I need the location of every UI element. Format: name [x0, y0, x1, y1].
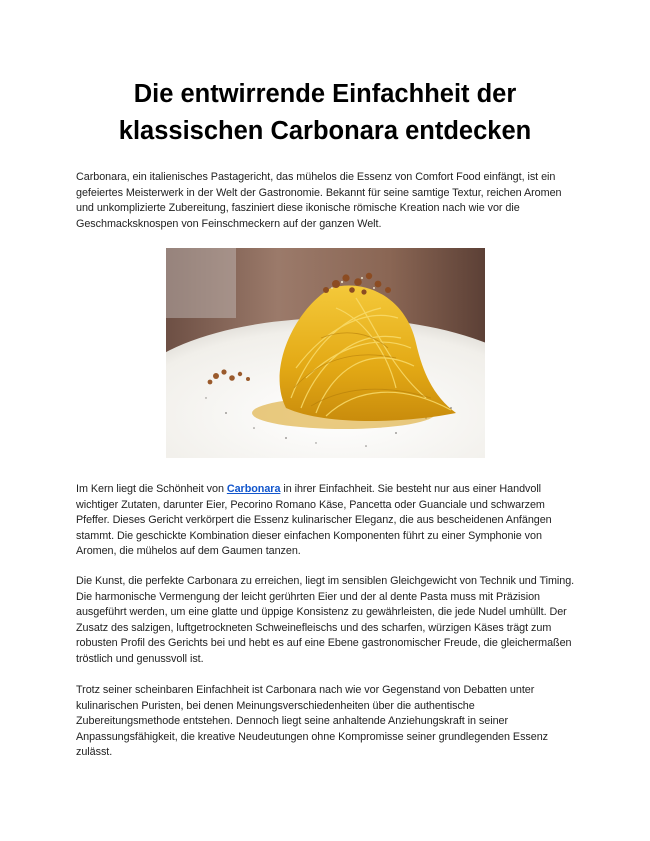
paragraph-3: Die Kunst, die perfekte Carbonara zu erreichen, liegt im sensiblen Gleichgewicht von Technik und Timing. Die harmonische Vermengung der leicht gerührten Eier und der al dente Pasta muss mit Präzision ausgeführt werden, um eine glatte und üppige Konsistenz zu gewährleisten, die jede Nudel umhüllt. Der Zusatz des salzigen, luftgetrockneten Schweinefleischs und des scharfen, würzigen Käses trägt zum robusten Profil des Gerichts bei und hebt es auf eine Ebene gastronomischer Freude, die gleichermaßen tröstlich und genussvoll ist. [76, 575, 575, 665]
paragraph-2 [76, 482, 578, 560]
paragraph-4: Trotz seiner scheinbaren Einfachheit ist Carbonara nach wie vor Gegenstand von Debatten unter kulinarischen Puristen, bei denen Meinungsverschiedenheiten über die authentische Zubereitungsmethode entstehen. Dennoch liegt seine anhaltende Anziehungskraft in seiner Anpassungsfähigkeit, die kreative Neudeutungen ohne Kompromisse seiner grundlegenden Essenz zulässt. [76, 684, 549, 759]
intro-paragraph: Carbonara, ein italienisches Pastagericht, das mühelos die Essenz von Comfort Food einfängt, ist ein gefeiertes Meisterwerk in der Welt der Gastronomie. Bekannt für seine samtige Textur, reichen Aromen und unkomplizierte Zubereitung, fasziniert diese ikonische römische Kreation nach wie vor die Geschmacksknospen von Feinschmeckern auf der ganzen Welt. [76, 171, 562, 230]
carbonara-photo [166, 248, 485, 458]
paragraph-2-after: in ihrer Einfachheit. Sie besteht nur aus einer Handvoll wichtiger Zutaten, darunter Eier, Pecorino Romano Käse, Pancetta oder Guanciale und schwarzem Pfeffer. Dieses Gericht verkörpert die Essenz kulinarischer Eleganz, die aus bescheidenen Anfängen stammt. Die geschickte Kombination dieser einfachen Komponenten führt zu einer Symphonie von Aromen, die mühelos auf dem Gaumen tanzen. [76, 483, 552, 558]
paragraph-2-before: Im Kern liegt die Schönheit von [76, 483, 227, 495]
page-title: Die entwirrende Einfachheit der klassischen Carbonara entdecken [118, 80, 532, 145]
carbonara-link[interactable]: Carbonara [226, 483, 281, 495]
